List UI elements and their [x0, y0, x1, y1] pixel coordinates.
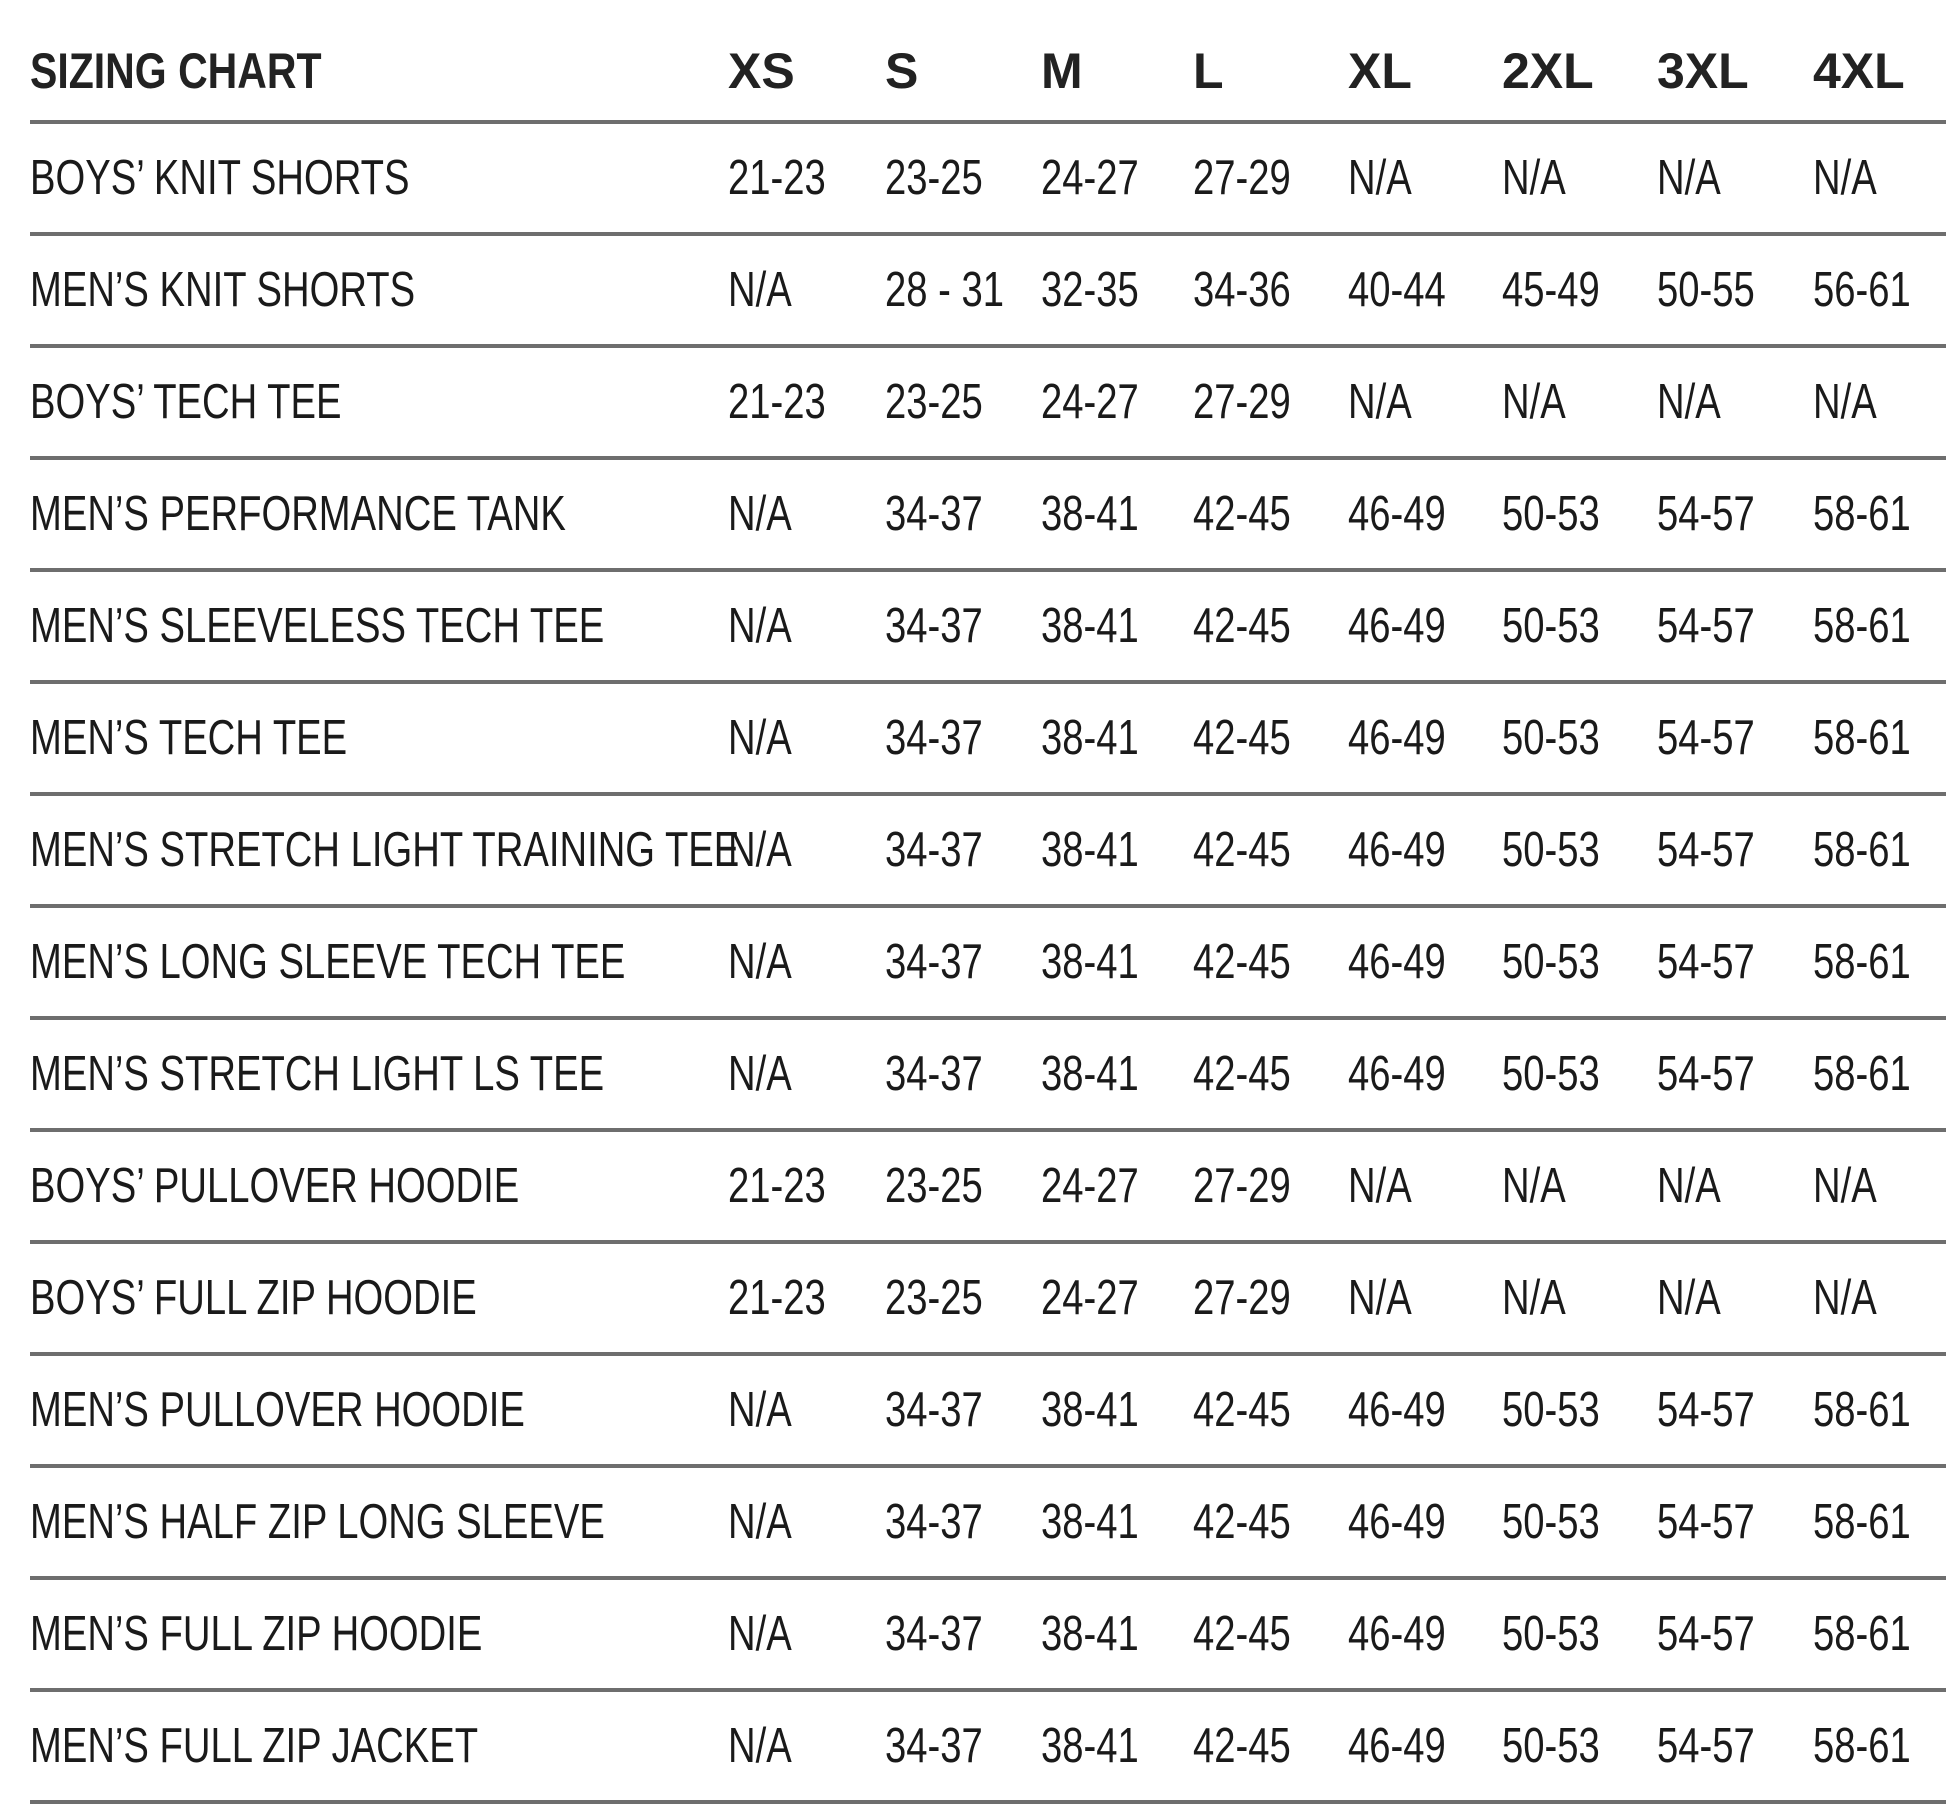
size-range-cell: 58-61	[1813, 1495, 1911, 1549]
size-range-cell: 38-41	[1041, 1047, 1139, 1101]
size-range-cell: 24-27	[1041, 375, 1139, 429]
size-range-cell: 34-37	[885, 823, 983, 877]
table-row	[30, 572, 1946, 684]
size-range-cell: 50-53	[1502, 1047, 1600, 1101]
size-range-cell: 50-53	[1502, 1607, 1600, 1661]
table-row	[30, 348, 1946, 460]
size-range-cell: 46-49	[1348, 1047, 1446, 1101]
size-range-cell: 46-49	[1348, 711, 1446, 765]
size-range-cell: 34-37	[885, 1047, 983, 1101]
table-row	[30, 1580, 1946, 1692]
size-range-cell: 46-49	[1348, 823, 1446, 877]
size-range-cell: 46-49	[1348, 1495, 1446, 1549]
size-range-cell: 54-57	[1657, 487, 1755, 541]
size-range-cell: 58-61	[1813, 1383, 1911, 1437]
size-range-cell: 46-49	[1348, 1607, 1446, 1661]
size-range-cell: 34-37	[885, 711, 983, 765]
size-range-cell: 23-25	[885, 1159, 983, 1213]
product-name-cell: MEN’S HALF ZIP LONG SLEEVE	[30, 1495, 605, 1549]
size-range-cell: 34-37	[885, 1383, 983, 1437]
size-range-cell: 34-37	[885, 935, 983, 989]
size-range-cell: N/A	[1813, 151, 1877, 205]
size-range-cell: 38-41	[1041, 599, 1139, 653]
size-range-cell: 42-45	[1193, 823, 1291, 877]
size-range-cell: 24-27	[1041, 151, 1139, 205]
size-range-cell: 50-53	[1502, 599, 1600, 653]
size-range-cell: 50-55	[1657, 263, 1755, 317]
size-range-cell: N/A	[1813, 1159, 1877, 1213]
size-range-cell: N/A	[728, 487, 792, 541]
size-header-2xl: 2XL	[1502, 43, 1594, 99]
size-range-cell: 38-41	[1041, 935, 1139, 989]
size-range-cell: 42-45	[1193, 1607, 1291, 1661]
sizing-chart-title: SIZING CHART	[30, 43, 322, 99]
size-range-cell: 24-27	[1041, 1271, 1139, 1325]
product-name-cell: BOYS’ FULL ZIP HOODIE	[30, 1271, 477, 1325]
size-header-xs: XS	[728, 43, 795, 99]
size-range-cell: 54-57	[1657, 823, 1755, 877]
size-range-cell: 50-53	[1502, 487, 1600, 541]
size-range-cell: 42-45	[1193, 599, 1291, 653]
size-range-cell: 23-25	[885, 375, 983, 429]
size-range-cell: 58-61	[1813, 823, 1911, 877]
size-range-cell: 46-49	[1348, 1383, 1446, 1437]
size-range-cell: 50-53	[1502, 1495, 1600, 1549]
size-range-cell: 58-61	[1813, 711, 1911, 765]
size-range-cell: N/A	[1348, 1159, 1412, 1213]
size-header-l: L	[1193, 43, 1224, 99]
table-row	[30, 1132, 1946, 1244]
size-range-cell: 40-44	[1348, 263, 1446, 317]
size-range-cell: 42-45	[1193, 1719, 1291, 1773]
size-range-cell: 27-29	[1193, 1271, 1291, 1325]
size-range-cell: 58-61	[1813, 1719, 1911, 1773]
size-range-cell: 32-35	[1041, 263, 1139, 317]
size-range-cell: 42-45	[1193, 711, 1291, 765]
size-range-cell: 23-25	[885, 1271, 983, 1325]
size-range-cell: 50-53	[1502, 823, 1600, 877]
table-row	[30, 1244, 1946, 1356]
size-range-cell: 54-57	[1657, 935, 1755, 989]
size-range-cell: N/A	[728, 823, 792, 877]
size-range-cell: 38-41	[1041, 711, 1139, 765]
size-range-cell: N/A	[1502, 1159, 1566, 1213]
size-range-cell: 50-53	[1502, 935, 1600, 989]
table-row	[30, 1356, 1946, 1468]
size-range-cell: 34-37	[885, 599, 983, 653]
table-row	[30, 1468, 1946, 1580]
size-range-cell: 27-29	[1193, 151, 1291, 205]
size-range-cell: 34-37	[885, 487, 983, 541]
size-range-cell: 46-49	[1348, 487, 1446, 541]
size-range-cell: 21-23	[728, 1159, 826, 1213]
size-range-cell: 46-49	[1348, 1719, 1446, 1773]
size-range-cell: 42-45	[1193, 1383, 1291, 1437]
product-name-cell: MEN’S PULLOVER HOODIE	[30, 1383, 525, 1437]
size-range-cell: 34-37	[885, 1607, 983, 1661]
size-range-cell: 58-61	[1813, 599, 1911, 653]
size-range-cell: N/A	[1657, 1271, 1721, 1325]
size-range-cell: 38-41	[1041, 1607, 1139, 1661]
size-range-cell: 54-57	[1657, 1607, 1755, 1661]
size-range-cell: N/A	[1813, 1271, 1877, 1325]
size-range-cell: N/A	[728, 1047, 792, 1101]
size-range-cell: N/A	[1348, 1271, 1412, 1325]
size-range-cell: 50-53	[1502, 1383, 1600, 1437]
size-range-cell: N/A	[1657, 151, 1721, 205]
size-range-cell: 50-53	[1502, 1719, 1600, 1773]
size-header-3xl: 3XL	[1657, 43, 1749, 99]
size-range-cell: 38-41	[1041, 1383, 1139, 1437]
table-row	[30, 1692, 1946, 1804]
size-range-cell: N/A	[1348, 151, 1412, 205]
table-row	[30, 796, 1946, 908]
size-range-cell: 38-41	[1041, 1495, 1139, 1549]
size-range-cell: 42-45	[1193, 487, 1291, 541]
size-range-cell: 27-29	[1193, 375, 1291, 429]
size-range-cell: 34-37	[885, 1495, 983, 1549]
size-range-cell: 45-49	[1502, 263, 1600, 317]
size-range-cell: 34-37	[885, 1719, 983, 1773]
size-range-cell: 58-61	[1813, 487, 1911, 541]
size-range-cell: N/A	[1502, 1271, 1566, 1325]
size-range-cell: 54-57	[1657, 1383, 1755, 1437]
product-name-cell: MEN’S STRETCH LIGHT TRAINING TEE	[30, 823, 740, 877]
size-header-4xl: 4XL	[1813, 43, 1905, 99]
size-range-cell: 21-23	[728, 375, 826, 429]
size-range-cell: 42-45	[1193, 935, 1291, 989]
table-row	[30, 236, 1946, 348]
table-body	[30, 124, 1946, 1804]
size-range-cell: 42-45	[1193, 1495, 1291, 1549]
size-range-cell: N/A	[1813, 375, 1877, 429]
size-range-cell: 21-23	[728, 151, 826, 205]
product-name-cell: MEN’S STRETCH LIGHT LS TEE	[30, 1047, 605, 1101]
size-range-cell: N/A	[1348, 375, 1412, 429]
size-header-m: M	[1041, 43, 1083, 99]
table-row	[30, 684, 1946, 796]
size-header-xl: XL	[1348, 43, 1412, 99]
size-range-cell: N/A	[728, 263, 792, 317]
size-range-cell: 38-41	[1041, 823, 1139, 877]
table-row	[30, 124, 1946, 236]
size-range-cell: N/A	[1502, 375, 1566, 429]
size-range-cell: 50-53	[1502, 711, 1600, 765]
table-row	[30, 460, 1946, 572]
size-range-cell: 24-27	[1041, 1159, 1139, 1213]
size-range-cell: 42-45	[1193, 1047, 1291, 1101]
product-name-cell: MEN’S LONG SLEEVE TECH TEE	[30, 935, 626, 989]
size-range-cell: N/A	[1502, 151, 1566, 205]
size-range-cell: 38-41	[1041, 1719, 1139, 1773]
size-range-cell: N/A	[728, 1719, 792, 1773]
size-range-cell: N/A	[728, 935, 792, 989]
size-range-cell: 54-57	[1657, 599, 1755, 653]
product-name-cell: MEN’S PERFORMANCE TANK	[30, 487, 566, 541]
size-range-cell: 46-49	[1348, 935, 1446, 989]
product-name-cell: MEN’S SLEEVELESS TECH TEE	[30, 599, 605, 653]
size-range-cell: 54-57	[1657, 711, 1755, 765]
size-range-cell: 54-57	[1657, 1719, 1755, 1773]
size-range-cell: N/A	[1657, 1159, 1721, 1213]
product-name-cell: MEN’S TECH TEE	[30, 711, 348, 765]
size-range-cell: N/A	[728, 711, 792, 765]
size-range-cell: N/A	[728, 599, 792, 653]
table-row	[30, 908, 1946, 1020]
size-range-cell: 46-49	[1348, 599, 1446, 653]
size-range-cell: 38-41	[1041, 487, 1139, 541]
size-range-cell: 23-25	[885, 151, 983, 205]
size-range-cell: 54-57	[1657, 1495, 1755, 1549]
size-range-cell: N/A	[728, 1607, 792, 1661]
product-name-cell: BOYS’ PULLOVER HOODIE	[30, 1159, 520, 1213]
product-name-cell: MEN’S FULL ZIP JACKET	[30, 1719, 479, 1773]
product-name-cell: MEN’S KNIT SHORTS	[30, 263, 416, 317]
product-name-cell: BOYS’ KNIT SHORTS	[30, 151, 410, 205]
size-range-cell: 21-23	[728, 1271, 826, 1325]
size-range-cell: N/A	[1657, 375, 1721, 429]
size-range-cell: 54-57	[1657, 1047, 1755, 1101]
size-range-cell: 58-61	[1813, 1047, 1911, 1101]
size-range-cell: 28 - 31	[885, 263, 1004, 317]
sizing-chart-table	[30, 22, 1946, 1804]
size-range-cell: 58-61	[1813, 1607, 1911, 1661]
size-range-cell: N/A	[728, 1495, 792, 1549]
product-name-cell: MEN’S FULL ZIP HOODIE	[30, 1607, 483, 1661]
size-range-cell: N/A	[728, 1383, 792, 1437]
size-header-s: S	[885, 43, 919, 99]
product-name-cell: BOYS’ TECH TEE	[30, 375, 342, 429]
size-range-cell: 34-36	[1193, 263, 1291, 317]
table-header-row	[30, 22, 1946, 124]
size-range-cell: 27-29	[1193, 1159, 1291, 1213]
size-range-cell: 56-61	[1813, 263, 1911, 317]
table-row	[30, 1020, 1946, 1132]
size-range-cell: 58-61	[1813, 935, 1911, 989]
